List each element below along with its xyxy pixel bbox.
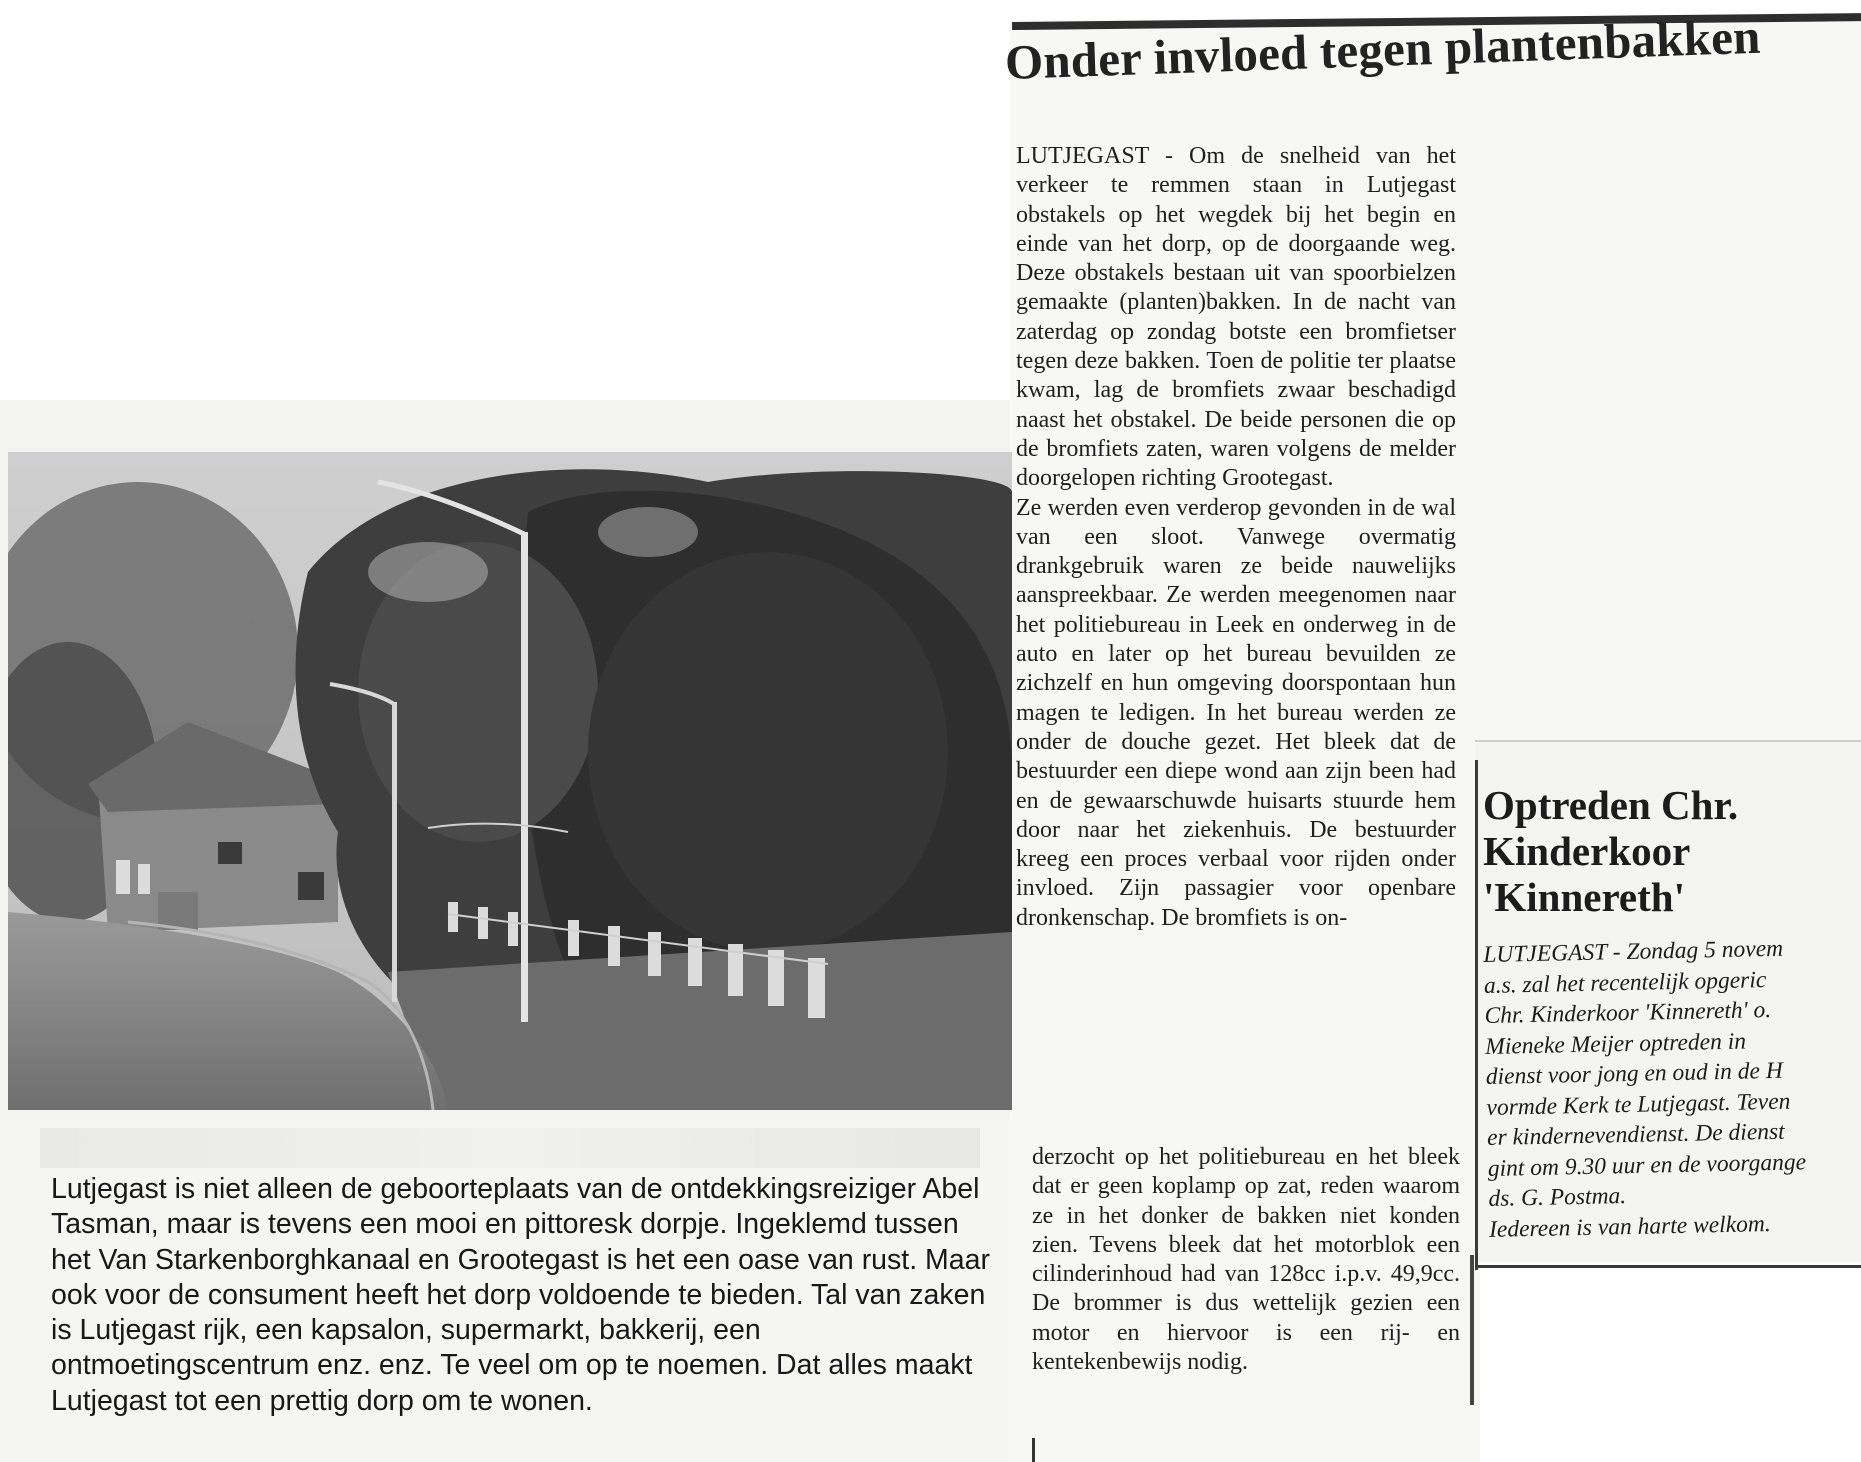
main-article-continuation: derzocht op het politiebureau en het bleek dat er geen koplamp op zat, reden waarom ze in het donker de bakken niet konden zien. Tevens bleek dat het motorblok een cilinderinhoud had van 128cc i.p.v. 49,9cc. De brommer is dus wettelijk gezien een motor en hiervoor is een rij- en kentekenbewijs nodig. <box>1032 1144 1460 1376</box>
clipping-edge-mark <box>1032 1438 1035 1462</box>
main-headline: Onder invloed tegen plantenbakken <box>1004 8 1762 91</box>
column-separator <box>1470 1255 1474 1405</box>
side-headline: Optreden Chr. Kinderkoor 'Kinnereth' <box>1483 782 1739 920</box>
main-article-body: LUTJEGAST - Om de snelheid van het verkeer te remmen staan in Lutjegast obstakels op het wegdek bij het begin en einde van het dorp, op de doorgaande weg. Deze obstakels bestaan uit van spoorbielzen gemaakte (planten)bakken. In de nacht van zaterdag op zondag botste een bromfietser tegen deze bakken. Toen de politie ter plaatse kwam, lag de bromfiets zwaar beschadigd naast het obstakel. De beide personen die op de bromfiets zaten, waren volgens de melder doorgelopen richting Grootegast. Ze werden even verderop gevonden in de wal van een sloot. Vanwege overmatig drankgebruik waren ze beide nauwelijks aanspreekbaar. Ze werden meegenomen naar het politiebureau in Leek en onderweg in de auto en later op het bureau bevuilden ze zichzelf en hun omgeving doorspontaan hun magen te ledigen. In het bureau werden ze onder de douche gezet. Het bleek dat de bestuurder een diepe wond aan zijn been had en de gewaarschuwde huisarts stuurde hem door naar het ziekenhuis. De bestuurder kreeg een proces verbaal voor rijden onder invloed. Zijn passagier voor openbare dronkenschap. De bromfiets is on- <box>1016 143 1456 931</box>
photo-caption: Lutjegast is niet alleen de geboorteplaats van de ontdekkingsreiziger Abel Tasman, maar is tevens een mooi en pittoresk dorpje. Ingeklemd tussen het Van Starkenborghkanaal en Grootegast is het een oase van rust. Maar ook voor de consument heeft het dorp voldoende te bieden. Tal van zaken is Lutjegast rijk, een kapsalon, supermarkt, bakkerij, een ontmoetingscentrum enz. enz. Te veel om op te noemen. Dat alles maakt Lutjegast tot een prettig dorp om te wonen. <box>51 1173 990 1417</box>
street-photo-image <box>8 452 1012 1110</box>
side-article-body: LUTJEGAST - Zondag 5 novem a.s. zal het recentelijk opgeric Chr. Kinderkoor 'Kinnereth' o. Mieneke Meijer optreden in dienst voor jong en oud in de H vormde Kerk te Lutjegast. Teven er kindernevendienst. De dienst gint om 9.30 uur en de voorgange ds. G. Postma. Iedereen is van harte welkom. <box>1483 935 1807 1243</box>
side-article-border-bottom <box>1478 1265 1861 1268</box>
street-photo <box>8 452 1012 1110</box>
side-article-border-left <box>1475 760 1478 1270</box>
bleed-through-band <box>40 1128 980 1168</box>
